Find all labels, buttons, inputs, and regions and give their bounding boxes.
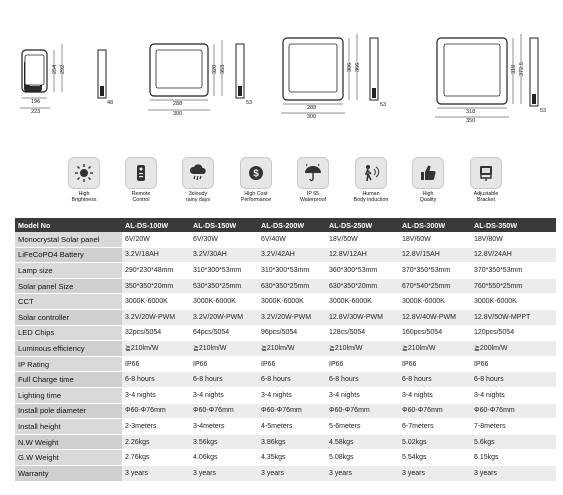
dim-side: 53 xyxy=(246,100,253,106)
table-row xyxy=(15,325,556,341)
table-row xyxy=(15,263,556,279)
feature-label: Remote Control xyxy=(131,191,151,204)
row-label: Lighting time xyxy=(15,387,122,403)
table-cell: 5.54kgs xyxy=(399,450,471,466)
table-cell: 3-4 nights xyxy=(258,387,326,403)
table-cell: 3-4 nights xyxy=(190,387,258,403)
table-cell: 6-7meters xyxy=(399,419,471,435)
row-label: Full Charge time xyxy=(15,372,122,388)
table-cell: 5.08kgs xyxy=(326,450,399,466)
table-cell: ≧200lm/W xyxy=(471,341,556,357)
lamp-panel xyxy=(156,50,202,88)
table-cell: 3000K-6000K xyxy=(122,294,190,310)
table-cell: 3-4 nights xyxy=(399,387,471,403)
table-cell: 6-8 hours xyxy=(399,372,471,388)
feature-label: 3cloudy rainy days xyxy=(185,191,211,204)
table-cell: 5.6kgs xyxy=(471,434,556,450)
table-cell: IP66 xyxy=(258,356,326,372)
table-cell: 3000K-6000K xyxy=(258,294,326,310)
table-cell: 530*350*25mm xyxy=(190,278,258,294)
table-cell: 3.2V/42AH xyxy=(258,247,326,263)
table-cell: 6-8 hours xyxy=(471,372,556,388)
table-cell: 310*300*53mm xyxy=(190,263,258,279)
table-header-row xyxy=(15,218,556,232)
drawing-350w xyxy=(435,34,546,124)
table-cell: Φ60-Φ76mm xyxy=(326,403,399,419)
feature-body-induction xyxy=(342,157,400,203)
table-cell: 12.8V/24AH xyxy=(471,247,556,263)
table-cell: 370*350*53mm xyxy=(471,263,556,279)
dollar-coin-icon xyxy=(240,157,272,189)
table-cell: 32pcs/5054 xyxy=(122,325,190,341)
dim-height-outer: 353 xyxy=(220,64,226,74)
lamp-panel xyxy=(444,44,500,96)
table-cell: 4.35kgs xyxy=(258,450,326,466)
row-label: CCT xyxy=(15,294,122,310)
lamp-panel xyxy=(289,44,337,92)
column-header-model-no: Model No xyxy=(15,218,122,232)
table-cell: 3.2V/20W-PWM xyxy=(258,309,326,325)
table-row xyxy=(15,387,556,403)
table-cell: ≧210lm/W xyxy=(326,341,399,357)
table-cell: 3.56kgs xyxy=(190,434,258,450)
table-cell: 6V/30W xyxy=(190,232,258,247)
table-cell: Φ60-Φ76mm xyxy=(122,403,190,419)
column-header-model: AL-DS-200W xyxy=(258,218,326,232)
table-cell: 3.86kgs xyxy=(258,434,326,450)
feature-cost-performance xyxy=(227,157,285,203)
column-header-model: AL-DS-300W xyxy=(399,218,471,232)
feature-rainy-days xyxy=(169,157,227,203)
feature-label: High Brightness xyxy=(71,191,97,204)
bracket-icon xyxy=(470,157,502,189)
table-cell: 64pcs/5054 xyxy=(190,325,258,341)
row-label: N.W Weight xyxy=(15,434,122,450)
table-row xyxy=(15,372,556,388)
table-row xyxy=(15,434,556,450)
dim-side: 53 xyxy=(540,108,547,114)
table-cell: 3000K-6000K xyxy=(326,294,399,310)
table-cell: 2.76kgs xyxy=(122,450,190,466)
dim-height-outer: 372.5 xyxy=(519,62,525,76)
table-cell: 360*300*53mm xyxy=(326,263,399,279)
table-cell: Φ60-Φ76mm xyxy=(190,403,258,419)
feature-label: High Cost Performance xyxy=(240,191,272,204)
table-cell: 5-6meters xyxy=(326,419,399,435)
dim-lamp-width: 196 xyxy=(31,99,41,105)
dim-lamp-width: 288 xyxy=(307,105,317,111)
thumbs-up-icon xyxy=(412,157,444,189)
drawing-150w xyxy=(148,40,252,117)
table-cell: 6V/20W xyxy=(122,232,190,247)
column-header-model: AL-DS-350W xyxy=(471,218,556,232)
dim-width: 300 xyxy=(307,114,317,120)
table-cell: 3000K-6000K xyxy=(190,294,258,310)
table-row xyxy=(15,278,556,294)
table-cell: ≧210lm/W xyxy=(258,341,326,357)
table-cell: 12.8V/50W-MPPT xyxy=(471,309,556,325)
row-label: Monocrystal Solar panel xyxy=(15,232,122,247)
table-cell: 3000K-6000K xyxy=(471,294,556,310)
dim-lamp-width: 288 xyxy=(173,101,183,107)
row-label: Install pole diameter xyxy=(15,403,122,419)
dim-side: 48 xyxy=(107,100,114,106)
dim-width: 350 xyxy=(466,118,476,124)
table-row xyxy=(15,309,556,325)
table-row xyxy=(15,419,556,435)
motion-sensor-icon xyxy=(355,157,387,189)
dim-height: 318 xyxy=(511,64,517,74)
table-cell: 3 years xyxy=(122,465,190,481)
table-cell: 3 years xyxy=(326,465,399,481)
table-cell: IP66 xyxy=(122,356,190,372)
table-cell: 12.8V/30W-PWM xyxy=(326,309,399,325)
dim-lamp-width: 318 xyxy=(466,109,476,115)
dim-side: 53 xyxy=(380,102,387,108)
table-cell: 128cs/5054 xyxy=(326,325,399,341)
table-cell: 3.2V/30AH xyxy=(190,247,258,263)
table-cell: 370*350*53mm xyxy=(399,263,471,279)
table-cell: IP66 xyxy=(190,356,258,372)
table-cell: 4.06kgs xyxy=(190,450,258,466)
table-cell: 6-8 hours xyxy=(122,372,190,388)
table-cell: Φ60-Φ76mm xyxy=(471,403,556,419)
lamp-side-bracket xyxy=(100,86,104,96)
dim-width: 223 xyxy=(31,109,41,115)
table-cell: 6-8 hours xyxy=(326,372,399,388)
row-label: Solar controller xyxy=(15,309,122,325)
drawing-250w xyxy=(281,34,386,120)
table-cell: ≧210lm/W xyxy=(122,341,190,357)
table-cell: 310*300*53mm xyxy=(258,263,326,279)
feature-label: Human Body induction xyxy=(353,191,389,204)
table-cell: 6V/40W xyxy=(258,232,326,247)
table-cell: 6-8 hours xyxy=(258,372,326,388)
table-cell: 2-3meters xyxy=(122,419,190,435)
drawing-100w xyxy=(20,44,113,115)
table-cell: 3 years xyxy=(471,465,556,481)
svg-text:$: $ xyxy=(253,168,259,180)
row-label: LED Chips xyxy=(15,325,122,341)
table-cell: 3.2V/18AH xyxy=(122,247,190,263)
table-cell: 18V/80W xyxy=(471,232,556,247)
table-cell: 760*550*25mm xyxy=(471,278,556,294)
table-cell: 12.8V/15AH xyxy=(399,247,471,263)
row-label: G.W Weight xyxy=(15,450,122,466)
table-cell: 3-4 nights xyxy=(471,387,556,403)
lamp-side-bracket xyxy=(532,94,536,104)
table-cell: IP66 xyxy=(326,356,399,372)
row-label: IP Rating xyxy=(15,356,122,372)
table-cell: 6.15kgs xyxy=(471,450,556,466)
feature-label: IP 65 Waterproof xyxy=(299,191,326,204)
row-label: Warranty xyxy=(15,465,122,481)
table-cell: 3 years xyxy=(258,465,326,481)
feature-label: Adjustable Bracket xyxy=(473,191,499,204)
row-label: Luminous efficiency xyxy=(15,341,122,357)
table-cell: 3-4meters xyxy=(190,419,258,435)
table-cell: 4-5meters xyxy=(258,419,326,435)
table-cell: 630*350*20mm xyxy=(326,278,399,294)
feature-label: High Quality xyxy=(419,191,437,204)
table-cell: 290*230*48mm xyxy=(122,263,190,279)
column-header-model: AL-DS-150W xyxy=(190,218,258,232)
feature-waterproof xyxy=(284,157,342,203)
table-cell: 3.2V/20W-PWM xyxy=(190,309,258,325)
spec-table xyxy=(15,218,556,482)
column-header-model: AL-DS-100W xyxy=(122,218,190,232)
table-cell: 7-8meters xyxy=(471,419,556,435)
table-cell: 5.02kgs xyxy=(399,434,471,450)
table-cell: 18V/60W xyxy=(399,232,471,247)
table-cell: 3-4 nights xyxy=(122,387,190,403)
table-row xyxy=(15,450,556,466)
table-cell: 3-4 nights xyxy=(326,387,399,403)
table-body xyxy=(15,232,556,481)
feature-high-brightness xyxy=(55,157,113,203)
lamp-side-bracket xyxy=(238,86,242,96)
table-cell: ≧210lm/W xyxy=(399,341,471,357)
column-header-model: AL-DS-250W xyxy=(326,218,399,232)
table-row xyxy=(15,294,556,310)
table-row xyxy=(15,465,556,481)
table-cell: 18V/50W xyxy=(326,232,399,247)
table-cell: IP66 xyxy=(471,356,556,372)
table-cell: IP66 xyxy=(399,356,471,372)
table-cell: 630*350*25mm xyxy=(258,278,326,294)
dim-height: 320 xyxy=(212,64,218,74)
table-cell: 3.2V/20W-PWM xyxy=(122,309,190,325)
dim-height: 254 xyxy=(52,64,58,74)
table-row xyxy=(15,247,556,263)
table-cell: Φ60-Φ76mm xyxy=(399,403,471,419)
table-row xyxy=(15,232,556,247)
table-cell: 3 years xyxy=(190,465,258,481)
umbrella-icon xyxy=(297,157,329,189)
remote-control-icon xyxy=(125,157,157,189)
table-cell: 12.8V/40W-PWM xyxy=(399,309,471,325)
table-cell: 350*350*20mm xyxy=(122,278,190,294)
dim-height: 306 xyxy=(347,62,353,72)
table-cell: 160pcs/5054 xyxy=(399,325,471,341)
feature-adjustable-bracket xyxy=(457,157,515,203)
table-cell: 12.8V/12AH xyxy=(326,247,399,263)
feature-high-quality xyxy=(399,157,457,203)
product-drawings xyxy=(0,0,563,150)
rain-cloud-icon xyxy=(182,157,214,189)
table-cell: Φ60-Φ76mm xyxy=(258,403,326,419)
row-label: Solar panel Size xyxy=(15,278,122,294)
table-cell: 670*540*25mm xyxy=(399,278,471,294)
feature-remote-control xyxy=(112,157,170,203)
table-cell: 3 years xyxy=(399,465,471,481)
lamp-panel xyxy=(25,55,44,85)
dim-height-outer: 366 xyxy=(355,62,361,72)
lamp-side-bracket xyxy=(372,88,376,98)
table-cell: 3000K-6000K xyxy=(399,294,471,310)
row-label: LiFeCoPO4 Battery xyxy=(15,247,122,263)
table-cell: 2.26kgs xyxy=(122,434,190,450)
table-row xyxy=(15,403,556,419)
dim-height-outer: 292 xyxy=(60,64,66,74)
drawings-svg xyxy=(0,0,563,150)
table-row xyxy=(15,341,556,357)
table-cell: 4.58kgs xyxy=(326,434,399,450)
table-row xyxy=(15,356,556,372)
table-cell: 6-8 hours xyxy=(190,372,258,388)
row-label: Lamp size xyxy=(15,263,122,279)
dim-width: 300 xyxy=(173,111,183,117)
row-label: Install height xyxy=(15,419,122,435)
table-cell: 96pcs/5054 xyxy=(258,325,326,341)
table-cell: ≧210lm/W xyxy=(190,341,258,357)
sun-icon xyxy=(68,157,100,189)
feature-icons xyxy=(55,157,525,212)
table-cell: 120pcs/5054 xyxy=(471,325,556,341)
